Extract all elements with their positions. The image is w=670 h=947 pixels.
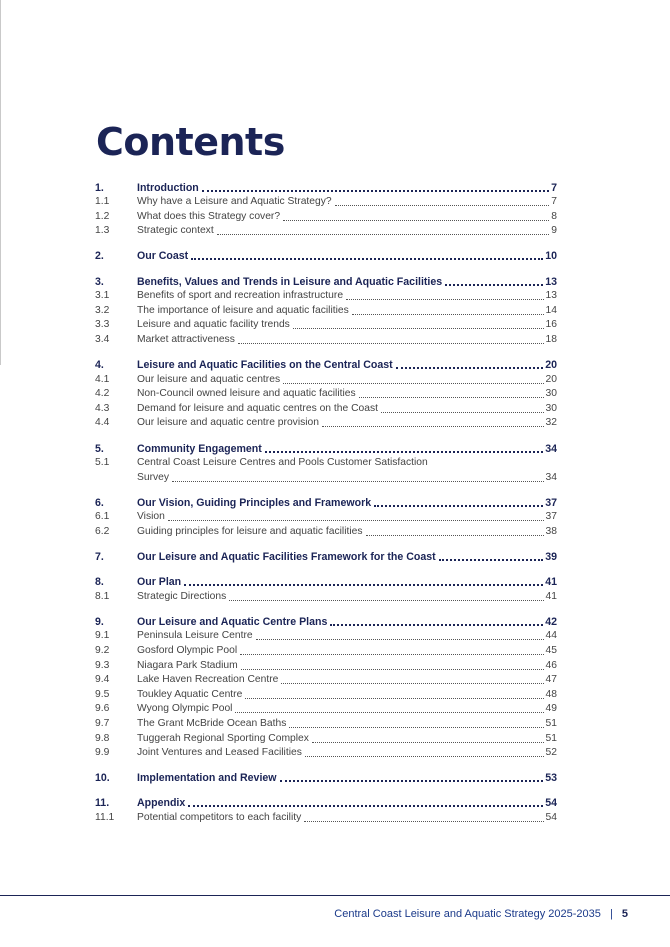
toc-entry-number: 1.1 (95, 196, 110, 208)
toc-entry-page: 7 (551, 196, 557, 208)
toc-entry[interactable] (95, 209, 557, 224)
toc-entry-title: Lake Haven Recreation Centre (137, 674, 279, 686)
toc-entry-number: 9.6 (95, 703, 110, 715)
toc-entry-page: 54 (545, 797, 557, 810)
toc-dot-leader (229, 600, 543, 601)
toc-entry[interactable] (95, 673, 557, 688)
toc-entry-page: 32 (545, 417, 557, 429)
footer-page-number: 5 (621, 908, 628, 920)
toc-entry-page: 47 (545, 674, 557, 686)
toc-entry-title: Our leisure and aquatic centre provision (137, 417, 320, 429)
toc-entry-page: 37 (545, 496, 557, 509)
toc-entry[interactable] (95, 687, 557, 702)
toc-entry-title: Our Leisure and Aquatic Centre Plans (137, 615, 328, 628)
toc-entry-number: 9.8 (95, 732, 110, 744)
toc-dot-leader (359, 397, 544, 398)
toc-entry-title: Community Engagement (137, 442, 262, 455)
toc-entry-title: The Grant McBride Ocean Baths (137, 718, 287, 729)
toc-entry-number: 9.4 (95, 674, 110, 686)
toc-entry-page: 51 (545, 718, 557, 729)
toc-entry-number: 8.1 (95, 590, 110, 602)
toc-entry-page: 54 (545, 811, 557, 823)
toc-dot-leader (217, 234, 550, 235)
toc-entry-title: Our Vision, Guiding Principles and Framework (137, 496, 372, 509)
toc-entry-number: 4.3 (95, 402, 110, 414)
toc-dot-leader (283, 220, 549, 221)
toc-entry[interactable] (95, 510, 557, 525)
toc-entry-page: 42 (545, 615, 557, 628)
toc-entry-number: 11.1 (95, 811, 115, 823)
toc-entry-number: 3.4 (95, 333, 110, 345)
toc-entry[interactable] (95, 716, 557, 731)
toc-dot-leader (304, 821, 543, 822)
toc-entry-title: Appendix (137, 797, 186, 810)
toc-entry-number: 5. (95, 442, 104, 455)
toc-entry-title: Vision (137, 511, 165, 523)
toc-entry-title: Market attractiveness (137, 333, 235, 345)
toc-entry-page: 10 (545, 250, 557, 263)
toc-dot-leader (238, 343, 544, 344)
toc-entry-page: 20 (545, 359, 557, 372)
toc-dot-leader (191, 258, 543, 260)
toc-entry-page: 38 (545, 525, 557, 537)
toc-dot-leader (245, 698, 543, 699)
toc-dot-leader (312, 742, 544, 743)
toc-entry[interactable] (95, 274, 557, 289)
toc-dot-leader (172, 481, 543, 482)
toc-entry[interactable] (95, 629, 557, 644)
toc-entry-title: Tuggerah Regional Sporting Complex (137, 732, 309, 744)
toc-entry-page: 16 (545, 319, 557, 331)
toc-dot-leader (322, 426, 544, 427)
toc-entry[interactable] (95, 643, 557, 658)
toc-dot-leader (352, 314, 544, 315)
toc-entry-number: 1.3 (95, 225, 110, 237)
toc-dot-leader (396, 367, 544, 369)
toc-entry-title: Benefits of sport and recreation infrastructure (137, 290, 344, 302)
toc-entry[interactable] (95, 589, 557, 604)
toc-entry-number: 3. (95, 275, 104, 288)
toc-entry-title: Our Leisure and Aquatic Facilities Framework for the Coast (137, 551, 436, 564)
toc-entry-number: 11. (95, 797, 110, 810)
toc-entry-number: 6. (95, 496, 104, 509)
toc-entry-page: 7 (551, 181, 557, 194)
toc-entry-number: 4.4 (95, 417, 110, 429)
toc-dot-leader (335, 205, 550, 206)
toc-entry-number: 9.1 (95, 630, 110, 642)
toc-entry[interactable] (95, 549, 557, 564)
toc-dot-leader (381, 412, 544, 413)
toc-entry[interactable] (95, 401, 557, 416)
toc-entry[interactable] (95, 575, 557, 590)
toc-entry-number: 7. (95, 551, 104, 564)
toc-dot-leader (265, 451, 543, 453)
toc-entry-continuation[interactable] (95, 470, 557, 485)
toc-entry[interactable] (95, 614, 557, 629)
toc-entry-title: Toukley Aquatic Centre (137, 688, 243, 700)
toc-entry-number: 9. (95, 615, 104, 628)
toc-dot-leader (280, 780, 544, 782)
toc-entry-title: Potential competitors to each facility (137, 811, 302, 823)
toc-entry-page: 39 (545, 551, 557, 564)
toc-entry-title: Niagara Park Stadium (137, 659, 238, 671)
toc-entry-title: Peninsula Leisure Centre (137, 630, 253, 642)
toc-entry-title: Leisure and Aquatic Facilities on the Central Coast (137, 359, 393, 372)
toc-entry-number: 5.1 (95, 457, 110, 469)
toc-dot-leader (366, 535, 544, 536)
toc-entry-page: 30 (545, 388, 557, 400)
toc-entry-number: 9.9 (95, 747, 110, 759)
toc-entry-number: 3.1 (95, 290, 110, 302)
toc-entry-title: Our Coast (137, 250, 189, 263)
toc-entry[interactable] (95, 495, 557, 510)
toc-entry-title: Introduction (137, 181, 199, 194)
toc-entry-number: 9.7 (95, 718, 110, 729)
toc-entry[interactable] (95, 746, 557, 761)
toc-dot-leader (202, 190, 549, 192)
toc-entry-number: 10. (95, 772, 110, 785)
toc-entry[interactable] (95, 303, 557, 318)
toc-entry-title: Why have a Leisure and Aquatic Strategy? (137, 196, 332, 208)
toc-entry-title: Strategic Directions (137, 590, 227, 602)
toc-entry-page: 46 (545, 659, 557, 671)
toc-entry-number: 4.1 (95, 373, 110, 385)
toc-entry[interactable] (95, 702, 557, 717)
toc-entry[interactable] (95, 658, 557, 673)
toc-entry[interactable] (95, 249, 557, 264)
toc-entry-title: Implementation and Review (137, 772, 277, 785)
toc-entry[interactable] (95, 318, 557, 333)
toc-entry[interactable] (95, 195, 557, 210)
toc-entry-number: 1.2 (95, 210, 110, 222)
toc-entry[interactable] (95, 224, 557, 239)
toc-entry[interactable] (95, 387, 557, 402)
toc-entry-page: 48 (545, 688, 557, 700)
toc-entry-number: 8. (95, 576, 104, 589)
page-title: Contents (96, 120, 285, 164)
toc-entry-number: 4. (95, 359, 104, 372)
toc-entry-number: 3.3 (95, 319, 110, 331)
toc-dot-leader (168, 520, 544, 521)
toc-entry-page: 18 (545, 333, 557, 345)
toc-entry-page: 45 (545, 645, 557, 657)
toc-entry-page: 9 (551, 225, 557, 237)
toc-entry-number: 4.2 (95, 388, 110, 400)
toc-entry-number: 2. (95, 250, 104, 263)
toc-entry-page: 13 (545, 290, 557, 302)
page-footer (334, 908, 628, 920)
footer-divider (0, 895, 670, 896)
toc-entry[interactable] (95, 372, 557, 387)
toc-entry-page: 20 (545, 373, 557, 385)
toc-dot-leader (305, 756, 544, 757)
toc-dot-leader (240, 654, 543, 655)
toc-entry-page: 41 (545, 576, 557, 589)
toc-dot-leader (346, 299, 543, 300)
toc-entry[interactable] (95, 180, 557, 195)
toc-entry-title: Guiding principles for leisure and aquatic facilities (137, 525, 363, 537)
toc-dot-leader (188, 805, 543, 807)
footer-separator: | (609, 908, 613, 920)
toc-dot-leader (241, 669, 544, 670)
table-of-contents (95, 180, 557, 825)
toc-dot-leader (283, 383, 543, 384)
page-edge-line (0, 0, 1, 365)
footer-document-title: Central Coast Leisure and Aquatic Strategy 2025-2035 (334, 908, 601, 920)
toc-entry-page: 8 (551, 210, 557, 222)
toc-entry[interactable] (95, 456, 557, 471)
toc-entry-page: 14 (545, 304, 557, 316)
toc-entry-page: 41 (545, 590, 557, 602)
toc-entry[interactable] (95, 810, 557, 825)
toc-entry-title: Central Coast Leisure Centres and Pools Customer Satisfaction (137, 457, 428, 469)
toc-entry-page: 34 (545, 471, 557, 483)
toc-entry-title: Non-Council owned leisure and aquatic facilities (137, 388, 356, 400)
toc-entry-page: 52 (545, 747, 557, 759)
toc-entry-page: 49 (545, 703, 557, 715)
toc-dot-leader (184, 584, 543, 586)
toc-entry[interactable] (95, 289, 557, 304)
toc-entry-title: What does this Strategy cover? (137, 210, 281, 222)
toc-entry-title: Our Plan (137, 576, 182, 589)
toc-entry-page: 44 (545, 630, 557, 642)
toc-entry-title: Joint Ventures and Leased Facilities (137, 747, 302, 759)
toc-entry-number: 3.2 (95, 304, 110, 316)
toc-entry-title: Wyong Olympic Pool (137, 703, 233, 715)
toc-entry[interactable] (95, 416, 557, 431)
toc-entry-page: 51 (545, 732, 557, 744)
toc-entry-page: 37 (545, 511, 557, 523)
toc-dot-leader (281, 683, 543, 684)
toc-entry[interactable] (95, 796, 557, 811)
toc-entry-page: 30 (545, 402, 557, 414)
toc-entry-title-continued: Survey (137, 471, 170, 483)
toc-entry[interactable] (95, 332, 557, 347)
toc-entry[interactable] (95, 731, 557, 746)
toc-entry-number: 6.1 (95, 511, 110, 523)
toc-dot-leader (235, 712, 543, 713)
toc-entry-page: 13 (545, 275, 557, 288)
toc-entry-page: 34 (545, 442, 557, 455)
toc-dot-leader (256, 639, 544, 640)
toc-dot-leader (293, 328, 544, 329)
toc-entry-title: Our leisure and aquatic centres (137, 373, 281, 385)
toc-dot-leader (374, 505, 543, 507)
toc-entry-number: 9.2 (95, 645, 110, 657)
toc-entry-number: 6.2 (95, 525, 110, 537)
toc-entry[interactable] (95, 771, 557, 786)
toc-entry[interactable] (95, 524, 557, 539)
toc-entry-title: The importance of leisure and aquatic facilities (137, 304, 349, 316)
toc-entry-title: Strategic context (137, 225, 214, 237)
toc-entry[interactable] (95, 441, 557, 456)
toc-entry-title: Demand for leisure and aquatic centres on the Coast (137, 402, 378, 414)
toc-entry-title: Gosford Olympic Pool (137, 645, 238, 657)
toc-dot-leader (445, 284, 543, 286)
toc-entry-number: 9.5 (95, 688, 110, 700)
toc-dot-leader (289, 727, 543, 728)
toc-dot-leader (439, 559, 544, 561)
toc-entry-title: Leisure and aquatic facility trends (137, 319, 290, 331)
toc-entry-number: 1. (95, 181, 104, 194)
toc-dot-leader (330, 624, 543, 626)
toc-entry-title: Benefits, Values and Trends in Leisure and Aquatic Facilities (137, 275, 443, 288)
toc-entry-number: 9.3 (95, 659, 110, 671)
toc-entry-page: 53 (545, 772, 557, 785)
toc-entry[interactable] (95, 357, 557, 372)
